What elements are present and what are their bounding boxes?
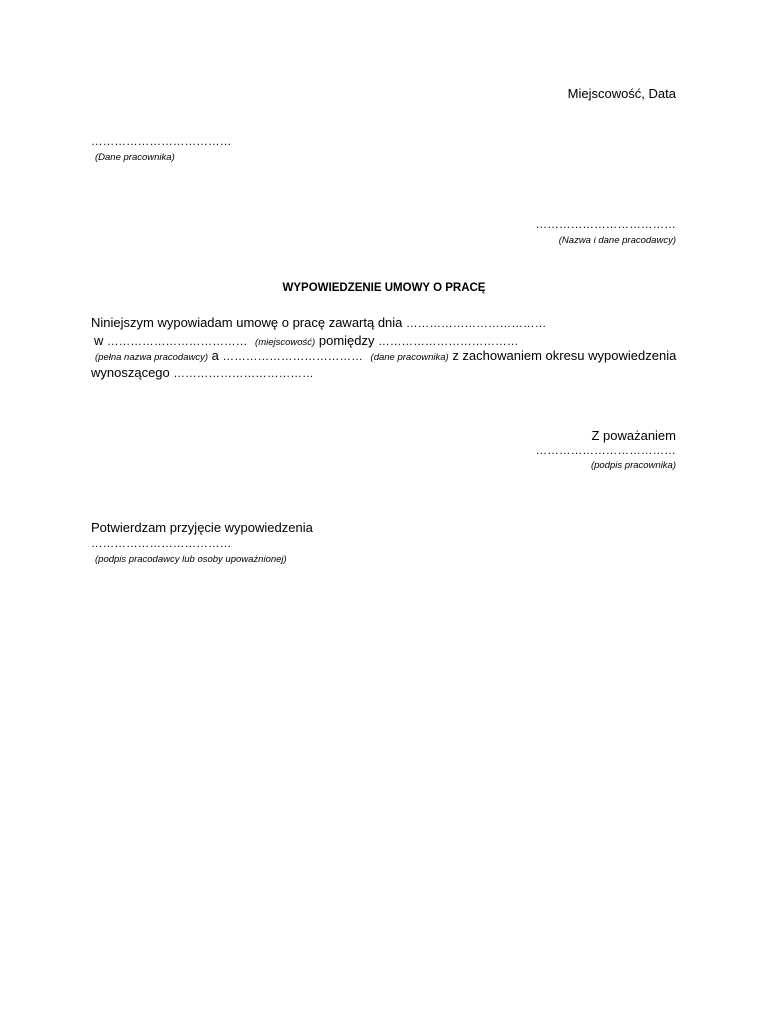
body-line-4-text: wynoszącego: [91, 365, 170, 380]
employer-dots: ………………………………: [535, 219, 676, 231]
parties-dots: ………………………………: [378, 336, 519, 348]
closing-regards: Z poważaniem: [591, 428, 676, 443]
employee-data-dots: ………………………………: [222, 351, 363, 363]
employee-signature-label: (podpis pracownika): [590, 460, 676, 471]
employee-label: (Dane pracownika): [95, 152, 175, 163]
body-line-3-text: z zachowaniem okresu wypowiedzenia: [452, 348, 677, 363]
confirmation-text: Potwierdzam przyjęcie wypowiedzenia: [91, 520, 313, 535]
employer-full-name-note: (pełna nazwa pracodawcy): [95, 352, 209, 363]
employer-signature-label: (podpis pracodawcy lub osoby upoważnionej): [95, 554, 287, 565]
notice-period-dots: ………………………………: [173, 368, 314, 380]
place-note: (miejscowość): [255, 337, 316, 348]
employee-dots: ………………………………: [91, 136, 232, 148]
employee-data-note: (dane pracownika): [370, 352, 449, 363]
body-line-3: [95, 348, 676, 365]
employer-label: (Nazwa i dane pracodawcy): [558, 235, 676, 246]
place-dots: ………………………………: [107, 336, 248, 348]
body-line-4: [91, 365, 314, 382]
date-dots: ………………………………: [406, 318, 547, 330]
employer-signature-dots: ………………………………: [91, 538, 232, 550]
body-line-2-between: pomiędzy: [318, 333, 375, 348]
body-line-3-a: a: [211, 348, 219, 363]
body-line-1: [91, 315, 546, 332]
place-date: Miejscowość, Data: [567, 86, 676, 101]
document-title: WYPOWIEDZENIE UMOWY O PRACĘ: [282, 282, 486, 294]
body-line-2-w: w: [94, 333, 104, 348]
employee-signature-dots: ………………………………: [535, 445, 676, 457]
body-line-1-text: Niniejszym wypowiadam umowę o pracę zawartą dnia: [91, 315, 403, 330]
